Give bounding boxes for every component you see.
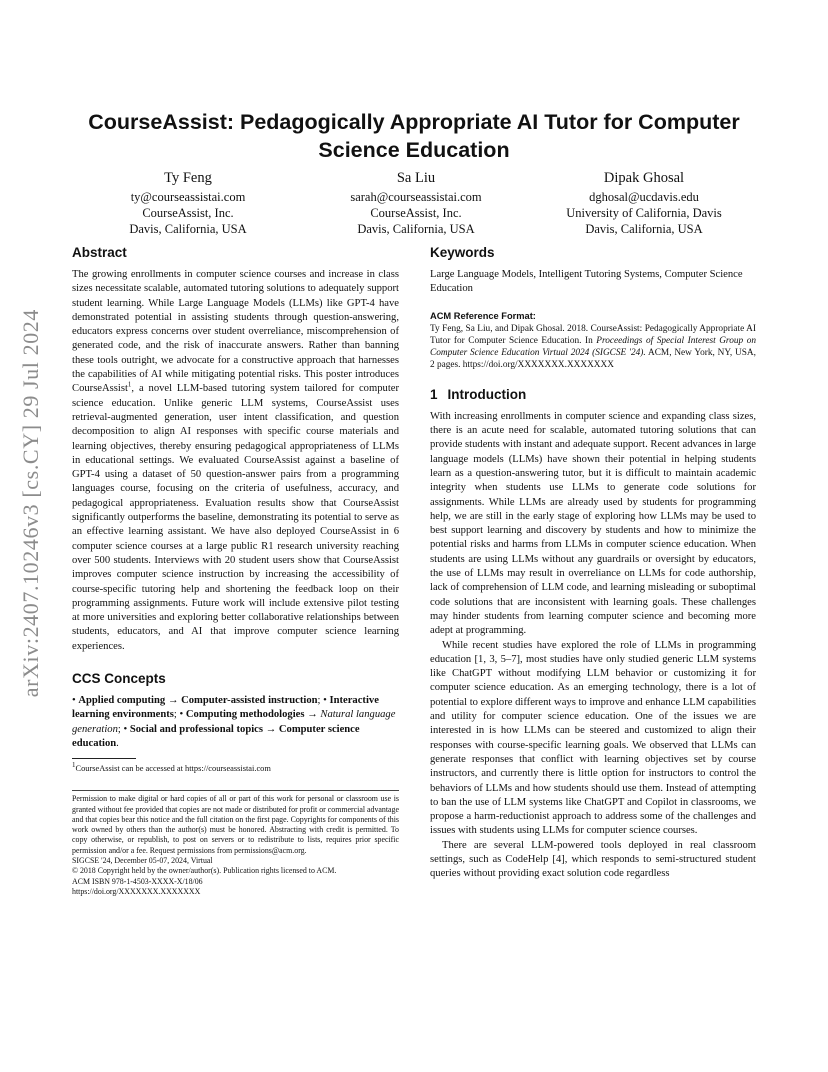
author-3	[530, 168, 758, 237]
intro-paragraph-1: With increasing enrollments in computer science and expanding class sizes, there is an acute need for scalable, automated tutoring solutions that can provide students with instant and adequate support. Recent advances in large language models (LLMs) have shown their potential in helping students learn as a question-answering tutor, but it is difficult to maintain academic integrity when students use LLMs to generate code solutions for assignments. While LLMs are already used by students for programming help, we are still in the early stage of exploring how LLMs may be used to best support learning and discovery by students and how to minimize the potential risks and harms from LLMs in computer science education. When students are using LLMs without any guardrails or oversight by educators, the use of LLMs may result in overreliance on LLMs for code authorship, lack of comprehension of LLM code, and learning misleading or suboptimal code solutions that are inconsistent with learning goals. These challenges may hinder students from learning computer science and becoming more adept at programming.	[430, 410, 756, 637]
author-location: Davis, California, USA	[129, 222, 247, 236]
footnote-divider	[72, 758, 136, 759]
introduction-heading	[430, 386, 756, 404]
footnote	[72, 763, 399, 774]
ccs-concept: Computing methodologies →	[185, 709, 321, 721]
author-affiliation: CourseAssist, Inc.	[370, 206, 462, 220]
venue-line: SIGCSE '24, December 05-07, 2024, Virtual	[72, 855, 213, 865]
ccs-section	[72, 670, 399, 751]
ccs-separator: .	[116, 737, 119, 749]
author-location: Davis, California, USA	[357, 222, 475, 236]
acm-reference-heading: ACM Reference Format:	[430, 310, 536, 321]
footnote-marker: 1	[127, 380, 132, 389]
copyright-line: © 2018 Copyright held by the owner/author(s). Publication rights licensed to ACM.	[72, 866, 337, 876]
footnote-text: CourseAssist can be accessed at https://courseassistai.com	[75, 764, 271, 774]
permission-notice: Permission to make digital or hard copies of all or part of this work for personal or classroom use is granted without fee provided that copies are not made or distributed for profit or commercial advantage and that copies bear this notice and the full citation on the first page. Copyrights for components of this work owned by others than the author(s) must be honored. Abstracting with credit is permitted. To copy otherwise, or republish, to post on servers or to redistribute to lists, requires prior specific permission and/or a fee. Request permissions from permissions@acm.org.	[72, 794, 399, 855]
ccs-bullet: •	[179, 709, 186, 721]
author-1	[74, 168, 302, 237]
ccs-bullet: •	[323, 695, 330, 707]
intro-paragraph-3: There are several LLM-powered tools deployed in real classroom settings, such as CodeHelp [4], which responds to semi-structured student queries without providing exact solution code regardless	[430, 839, 756, 880]
author-name: Ty Feng	[164, 170, 212, 186]
arxiv-identifier-text: arXiv:2407.10246v3 [cs.CY] 29 Jul 2024	[18, 308, 43, 698]
author-email: dghosal@ucdavis.edu	[589, 190, 699, 204]
right-column	[430, 244, 756, 882]
permission-divider	[72, 790, 399, 791]
isbn-line: ACM ISBN 978-1-4503-XXXX-X/18/06	[72, 876, 203, 886]
section-number: 1	[430, 386, 438, 402]
author-email: sarah@courseassistai.com	[350, 190, 482, 204]
author-name: Sa Liu	[396, 170, 436, 186]
ccs-heading: CCS Concepts	[72, 671, 166, 687]
acm-reference-part-1: Ty Feng, Sa Liu, and Dipak Ghosal. 2018. CourseAssist: Pedagogically Appropriate AI Tutor for Computer Science Education. In	[430, 323, 756, 346]
arxiv-identifier-stamp	[14, 265, 48, 741]
ccs-bullet: •	[72, 695, 79, 707]
ccs-separator: ;	[317, 695, 324, 707]
author-2	[302, 168, 530, 237]
abstract-text-part-1: The growing enrollments in computer science courses and increase in class sizes necessitate scalable, automated tutoring solutions to adequately support student learning. While Large Language Models (LLMs) like GPT-4 have demonstrated potential in assisting students through question-answering, educators express concerns over student overreliance, miscomprehension of generated code, and the risk of inaccurate answers. Rather than banning these tools outright, we advocate for a constructive approach that harnesses the capabilities of AI while mitigating potential risks. This poster introduces CourseAssist	[72, 269, 399, 395]
keywords-text: Large Language Models, Intelligent Tutoring Systems, Computer Science Education	[430, 269, 743, 295]
author-affiliation: CourseAssist, Inc.	[142, 206, 234, 220]
abstract-heading: Abstract	[72, 245, 127, 260]
ccs-concepts-list	[72, 694, 399, 751]
abstract-text-part-2: , a novel LLM-based tutoring system tailored for computer science education. Unlike generic LLM systems, CourseAssist uses retrieval-augmented generation, user intent classification, and question decomposition to align AI responses with specific course materials and learning objectives, thereby ensuring pedagogical appropriateness of LLMs in educational settings. We evaluated CourseAssist against a baseline of GPT-4 using a dataset of 50 question-answer pairs from a programming languages course, focusing on the criteria of usefulness, accuracy, and pedagogical appropriateness. Evaluation results show that CourseAssist significantly outperforms the baseline, demonstrating its potential to serve as an effective learning assistant. We have also deployed CourseAssist in 6 computer science courses at a large public R1 research university reaching over 500 students. Interviews with 20 student users show that CourseAssist improves computer science instruction by increasing the accessibility of course-specific tutoring help and shortening the feedback loop on their programming assignments. Future work will include extensive pilot testing at more universities and exploring better collaborative relationships between students, educators, and AI that improve computer science learning experiences.	[72, 383, 399, 652]
author-affiliation: University of California, Davis	[566, 206, 722, 220]
keywords-heading: Keywords	[430, 245, 495, 260]
section-title: Introduction	[447, 386, 527, 402]
ccs-concept-detail: Natural language generation	[72, 709, 396, 735]
ccs-concept: Applied computing → Computer-assisted instruction	[78, 695, 318, 707]
ccs-bullet: •	[123, 723, 130, 735]
ccs-separator: ;	[117, 723, 124, 735]
author-block	[74, 168, 758, 237]
ccs-concept: Interactive learning environments	[72, 695, 379, 721]
acm-reference-text	[430, 323, 756, 372]
paper-title: CourseAssist: Pedagogically Appropriate AI Tutor for Computer Science Education	[88, 110, 740, 162]
doi-line: https://doi.org/XXXXXXX.XXXXXXX	[72, 886, 201, 896]
acm-reference-part-2: ACM, New York, NY, USA, 2 pages. https://doi.org/XXXXXXX.XXXXXXX	[430, 348, 756, 371]
author-location: Davis, California, USA	[585, 222, 703, 236]
author-name: Dipak Ghosal	[603, 170, 685, 186]
footnote-number: 1	[72, 761, 76, 770]
ccs-concept: Social and professional topics → Computer science education	[72, 723, 360, 749]
left-column	[72, 244, 399, 897]
abstract-body	[72, 268, 399, 654]
author-email: ty@courseassistai.com	[130, 190, 246, 204]
intro-paragraph-2: While recent studies have explored the role of LLMs in programming education [1, 3, 5–7], most studies have only studied generic LLM systems like ChatGPT without modifying LLM behavior or customizing it for computer science education. As an emerging technology, there is a lot of potential to explore different ways to improve and enhance LLM capabilities and utility for computer science education. One of the issues we are interested in is how LLMs can be steered and customized to align their responses with course-specific learning goals. We observed that LLMs can generate responses that conflict with learning objectives set by course instructors, and currently there is little option for instructors to control the behaviors of LLMs and how students should use them. Instead of attempting to ban the use of LLM systems like ChatGPT and Copilot in classrooms, we propose a harm-reductionist approach to address some of the challenges and issues with students using LLMs for computer science courses.	[430, 639, 756, 837]
ccs-separator: ;	[173, 709, 180, 721]
acm-reference-proceedings: Proceedings of Special Interest Group on Computer Science Education Virtual 2024 (SIGCSE '24).	[430, 335, 756, 359]
